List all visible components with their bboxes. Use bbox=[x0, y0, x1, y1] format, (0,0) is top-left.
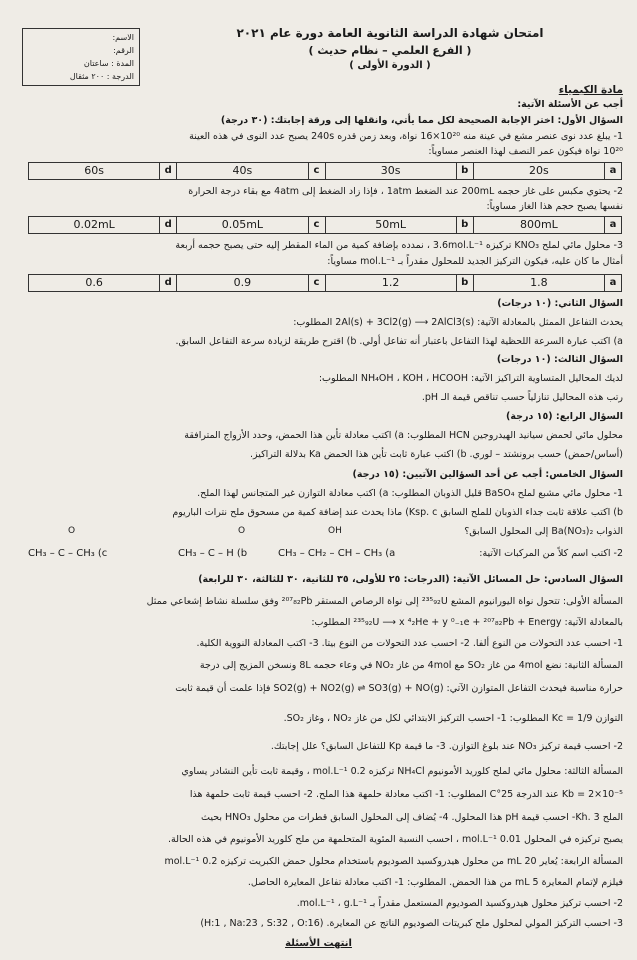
question-3-heading: السؤال الثالث: (١٠ درجات) bbox=[496, 354, 623, 365]
q4-line2: (أساس/حمض) حسب برونشتد – لوري. b) اكتب عبارة ثابت تأين هذا الحمض Ka بدلالة التراكيز. bbox=[249, 449, 623, 460]
q5-line4: 2- اكتب اسم كلاً من المركبات الآتية: bbox=[479, 548, 623, 559]
q3-line1: لديك المحاليل المتساوية التراكيز الآتية: NH₄OH ، KOH ، HCOOH المطلوب: bbox=[318, 373, 623, 384]
option-value: 1.8 bbox=[473, 275, 604, 291]
end-of-questions: انتهت الأسئلة bbox=[285, 938, 352, 949]
q4-line1: محلول مائي لحمض سيانيد الهيدروجين HCN المطلوب: a) اكتب معادلة تأين هذا الحمض، وحدد الأزواج المترافقة bbox=[184, 430, 623, 441]
option-value: 0.6 bbox=[85, 276, 103, 289]
option-value: 50mL bbox=[325, 217, 456, 233]
exam-title: امتحان شهادة الدراسة الثانوية العامة دورة عام ٢٠٢١ bbox=[236, 26, 544, 40]
question-1-heading: السؤال الأول: اختر الإجابة الصحيحة لكل مما يأتي، وانقلها إلى ورقة إجابتك: (٣٠ درجة) bbox=[220, 115, 623, 126]
compound-a-oh: OH bbox=[328, 526, 342, 536]
option-letter: c bbox=[308, 163, 325, 179]
problem1-line1: المسألة الأولى: تتحول نواة اليورانيوم المشع ²³⁵₉₂U إلى نواة الرصاص المستقر ²⁰⁷₈₂Pb وفق سلسلة نشاط إشعاعي ممثل bbox=[146, 596, 623, 607]
option-letter: a bbox=[604, 163, 621, 179]
compound-c: CH₃ – C – CH₃ (c bbox=[28, 548, 108, 559]
option-value: 1.2 bbox=[325, 275, 456, 291]
option-letter: c bbox=[308, 217, 325, 233]
option-value: 0.05mL bbox=[176, 217, 307, 233]
exam-branch: ( الفرع العلمي – نظام حديث ) bbox=[308, 44, 472, 57]
student-info-box bbox=[22, 28, 140, 86]
problem3-line1: المسألة الثالثة: محلول مائي لملح كلوريد الأمونيوم NH₄Cl تركيزه 0.2 mol.L⁻¹ ، وقيمة ثابت تأين النشادر يساوي bbox=[181, 766, 623, 777]
q2-line1: يحدث التفاعل الممثل بالمعادلة الآتية: 2Al(s) + 3Cl2(g) ⟶ 2AlCl3(s) المطلوب: bbox=[293, 317, 623, 328]
q3-line2: رتب هذه المحاليل تنازلياً حسب تناقص قيمة الـ pH. bbox=[421, 392, 623, 403]
option-letter: a bbox=[604, 275, 621, 291]
compound-a: CH₃ – CH₂ – CH – CH₃ (a bbox=[278, 548, 396, 559]
subject-label: مادة الكيمياء bbox=[558, 84, 623, 96]
problem1-line2: بالمعادلة الآتية: ²³⁵₉₂U ⟶ x ⁴₂He + y ⁰₋₁e + ²⁰⁷₈₂Pb + Energy المطلوب: bbox=[311, 617, 623, 628]
mcq-1-options bbox=[28, 162, 622, 180]
question-6-heading: السؤال السادس: حل المسائل الآتية: (الدرجات: ٢٥ للأولى، ٣٥ للثانية، ٣٠ للثالثة، ٣٠ للرابعة) bbox=[198, 574, 623, 585]
option-letter: b bbox=[456, 275, 473, 291]
question-4-heading: السؤال الرابع: (١٥ درجة) bbox=[506, 411, 623, 422]
problem2-line4: 2- احسب قيمة تركيز NO₃ عند بلوغ التوازن. 3- ما قيمة Kp للتفاعل السابق؟ علل إجابتك. bbox=[270, 741, 623, 752]
compound-b-oxygen: O bbox=[238, 526, 246, 536]
q5-line1: 1- محلول مائي مشبع لملح BaSO₄ قليل الذوبان المطلوب: a) اكتب معادلة التوازن غير المتجانس لهذا الملح. bbox=[197, 488, 623, 499]
problem1-line3: 1- احسب عدد التحولات من النوع ألفا. 2- احسب عدد التحولات من النوع بيتا. 3- اكتب المعادلة النووية الكلية. bbox=[196, 638, 623, 649]
q5-line3: الذواب Ba(NO₃)₂ إلى المحلول السابق؟ bbox=[464, 526, 623, 537]
organic-compounds bbox=[28, 522, 488, 566]
grade-field: الدرجة : ٢٠٠ مثقال bbox=[69, 72, 134, 81]
q1-item3-line1: 3- محلول مائي لملح KNO₃ تركيزه 3.6mol.L⁻¹ ، نمدده بإضافة كمية من الماء المقطر إليه حتى يصبح حجمه أربعة bbox=[175, 240, 623, 251]
option-value: 20s bbox=[473, 163, 604, 179]
problem4-line2: فيلزم لإتمام المعايرة 5 mL من هذا الحمض. المطلوب: 1- اكتب معادلة تفاعل المعايرة الحاصل. bbox=[247, 877, 623, 888]
option-letter: d bbox=[159, 163, 176, 179]
name-field: الاسم: bbox=[112, 33, 134, 42]
option-letter: c bbox=[308, 275, 325, 291]
q1-item1-line2: 10²⁰ نواة فيكون عمر النصف لهذا العنصر مساوياً: bbox=[428, 146, 623, 157]
compound-c-oxygen: O bbox=[68, 526, 76, 536]
q5-line2: b) اكتب علاقة ثابت جداء الذوبان للملح السابق Ksp. c) ماذا يحدث عند إضافة كمية من مسحوق ملح نترات الباريوم bbox=[172, 507, 623, 518]
option-value: 30s bbox=[325, 163, 456, 179]
q1-item3-line2: أمثال ما كان عليه، فيكون التركيز الجديد للمحلول مقدراً بـ mol.L⁻¹ مساوياً: bbox=[327, 256, 623, 267]
problem3-line4: يصبح تركيزه في المحلول 0.01 mol.L⁻¹ ، احسب النسبة المئوية المتحلمهة من ملح كلوريد الأمونيوم في هذه الحالة. bbox=[167, 834, 623, 845]
option-letter: b bbox=[456, 163, 473, 179]
mcq-3-options bbox=[28, 274, 622, 292]
duration-field: المدة : ساعتان bbox=[83, 59, 134, 68]
compound-b: CH₃ – C – H (b bbox=[178, 548, 248, 559]
option-value: 40s bbox=[176, 163, 307, 179]
problem2-line1: المسألة الثانية: نضع 4mol من غاز SO₂ مع 4mol من غاز NO₂ في وعاء حجمه 8L ونسخن المزيج إلى درجة bbox=[199, 660, 623, 671]
option-value: 60s bbox=[84, 164, 104, 177]
problem2-line3: التوازن Kc = 1/9 المطلوب: 1- احسب التركيز الابتدائي لكل من غاز NO₂ ، وغاز SO₂. bbox=[283, 713, 623, 724]
problem4-line4: 3- احسب التركيز المولي لمحلول ملح كبريتات الصوديوم الناتج عن المعايرة. (H:1 , Na:23 , S:32 , O:16) bbox=[200, 918, 623, 929]
q1-item2-line1: 2- يحتوي مكبس على غاز حجمه 200mL عند الضغط 1atm ، فإذا زاد الضغط إلى 4atm مع بقاء درجة الحرارة bbox=[188, 186, 623, 197]
instruction: أجب عن الأسئلة الآتية: bbox=[517, 99, 623, 110]
problem4-line3: 2- احسب تركيز محلول هيدروكسيد الصوديوم المستعمل مقدراً بـ mol.L⁻¹ ، g.L⁻¹. bbox=[296, 898, 623, 909]
problem2-line2: حرارة مناسبة فيحدث التفاعل المتوازن الآتي: SO2(g) + NO2(g) ⇌ SO3(g) + NO(g) فإذا علمت أن قيمة ثابت bbox=[175, 683, 623, 694]
question-2-heading: السؤال الثاني: (١٠ درجات) bbox=[497, 298, 623, 309]
q2-line2: a) اكتب عبارة السرعة اللحظية لهذا التفاعل باعتبار أنه تفاعل أولي. b) اقترح طريقة لزيادة سرعة التفاعل السابق. bbox=[175, 336, 623, 347]
option-letter: b bbox=[456, 217, 473, 233]
number-field: الرقم: bbox=[113, 46, 134, 55]
problem4-line1: المسألة الرابعة: يُعاير 20 mL من محلول هيدروكسيد الصوديوم باستخدام محلول حمض الكبريت تركيزه 0.2 mol.L⁻¹ bbox=[164, 856, 623, 867]
question-5-heading: السؤال الخامس: أجب عن أحد السؤالين الآتيين: (١٥ درجة) bbox=[352, 469, 623, 480]
option-letter: a bbox=[604, 217, 621, 233]
q1-item2-line2: نفسها يصبح حجم هذا الغاز مساوياً: bbox=[486, 201, 623, 212]
option-value: 0.02mL bbox=[73, 218, 115, 231]
problem3-line3: الملح Kh. 3- احسب قيمة pH هذا المحلول. 4- يُضاف إلى المحلول السابق قطرات من محلول HNO₃ بحيث bbox=[201, 812, 623, 823]
q1-item1-line1: 1- يبلغ عدد نوى عنصر مشع في عينة منه 10²⁰×16 نواة، وبعد زمن قدره 240s يصبح عدد النوى في هذه العينة bbox=[189, 131, 623, 142]
mcq-2-options bbox=[28, 216, 622, 234]
option-value: 0.9 bbox=[176, 275, 307, 291]
option-value: 800mL bbox=[473, 217, 604, 233]
option-letter: d bbox=[159, 275, 176, 291]
option-letter: d bbox=[159, 217, 176, 233]
exam-session: ( الدورة الأولى ) bbox=[349, 60, 431, 71]
problem3-line2: Kb = 2×10⁻⁵ عند الدرجة 25°C المطلوب: 1- اكتب معادلة حلمهة هذا الملح. 2- احسب قيمة ثابت حلمهة هذا bbox=[189, 789, 623, 800]
